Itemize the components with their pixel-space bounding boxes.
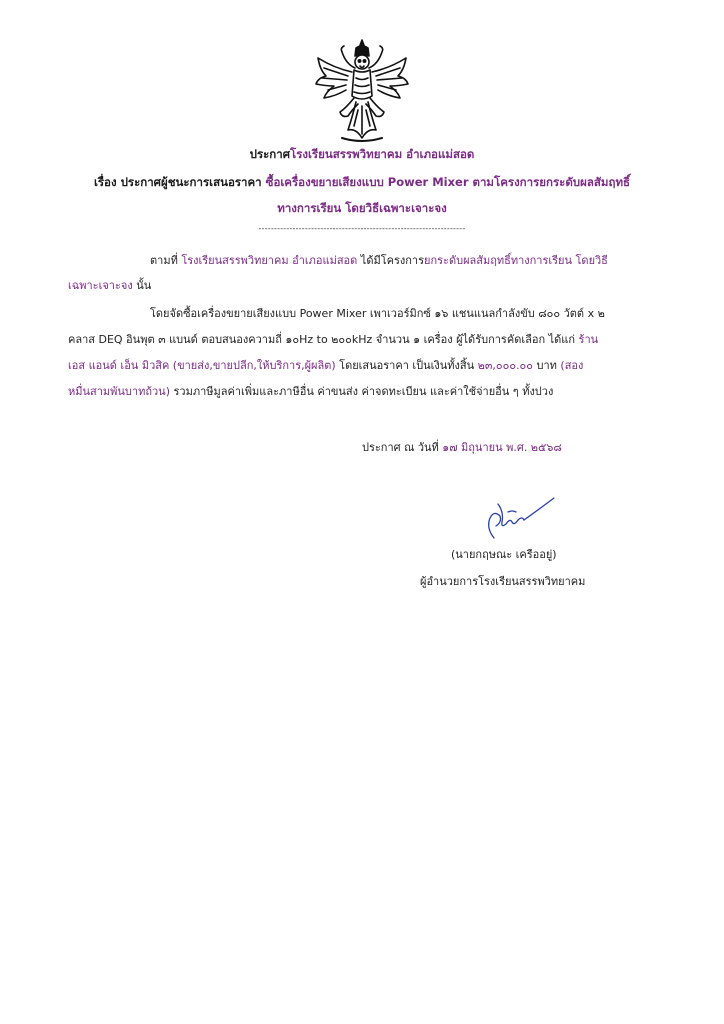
bid-amount: ๒๓,๐๐๐.๐๐ [477,359,533,372]
garuda-emblem-icon [312,38,412,144]
para2-line1: โดยจัดซื้อเครื่องขยายเสียงแบบ Power Mixer เพาเวอร์มิกซ์ ๑๖ แชนแนลกำลังขับ ๘๐๐ วัตต์ x ๒ [150,307,605,320]
para2-line3 [68,356,583,374]
para1-tail: นั้น [132,279,152,292]
para2-line3-mid: โดยเสนอราคา เป็นเงินทั้งสิ้น [335,359,478,372]
announcement-subject-line-1 [0,174,724,192]
vendor-name-start: ร้าน [578,333,599,346]
para2-line4 [68,382,553,400]
subject-text: ซื้อเครื่องขยายเสียงแบบ Power Mixer ตามโครงการยกระดับผลสัมฤทธิ์ [265,175,631,189]
para2-line2-text: คลาส DEQ อินพุต ๓ แบนด์ ตอบสนองความถี่ ๑๐Hz to ๒๐๐kHz จำนวน ๑ เครื่อง ผู้ได้รับการคัดเลือก ได้แก่ [68,333,579,346]
para2-line4-tail: รวมภาษีมูลค่าเพิ่มและภาษีอื่น ค่าขนส่ง ค่าจดทะเบียน และค่าใช้จ่ายอื่น ๆ ทั้งปวง [170,385,554,398]
bid-unit: บาท [533,359,561,372]
announcement-title [0,146,724,164]
para1-lead: ตามที่ [150,254,182,267]
vendor-name: เอส แอนด์ เอ็น มิวสิค (ขายส่ง,ขายปลีก,ให้บริการ,ผู้ผลิต) [68,359,336,372]
para1-mid: ได้มีโครงการ [357,254,425,267]
school-name: โรงเรียนสรรพวิทยาคม อำเภอแม่สอด [290,147,475,161]
subject-prefix: เรื่อง ประกาศผู้ชนะการเสนอราคา [93,175,266,189]
announce-date-line [362,438,562,456]
para1-line1 [150,251,608,269]
title-prefix: ประกาศ [249,147,291,161]
announcement-subject-line-2: ทางการเรียน โดยวิธีเฉพาะเจาะจง [277,201,447,215]
handwritten-signature [468,494,560,542]
divider-line: ------------------------------------------------------------------- [258,224,466,233]
announce-date: ๑๗ มิถุนายน พ.ศ. ๒๕๖๘ [442,441,562,454]
signer-name: (นายกฤษณะ เครืออยู่) [451,548,557,561]
para1-project-cont: เฉพาะเจาะจง [68,279,133,292]
signer-position: ผู้อำนวยการโรงเรียนสรรพวิทยาคม [420,575,586,588]
amount-words-start: (สอง [560,359,584,372]
announce-prefix: ประกาศ ณ วันที่ [362,441,443,454]
para1-line2 [68,276,151,294]
para1-school: โรงเรียนสรรพวิทยาคม อำเภอแม่สอด [181,254,358,267]
para1-project: ยกระดับผลสัมฤทธิ์ทางการเรียน โดยวิธี [424,254,608,267]
amount-words: หมื่นสามพันบาทถ้วน) [68,385,170,398]
para2-line2 [68,330,598,348]
